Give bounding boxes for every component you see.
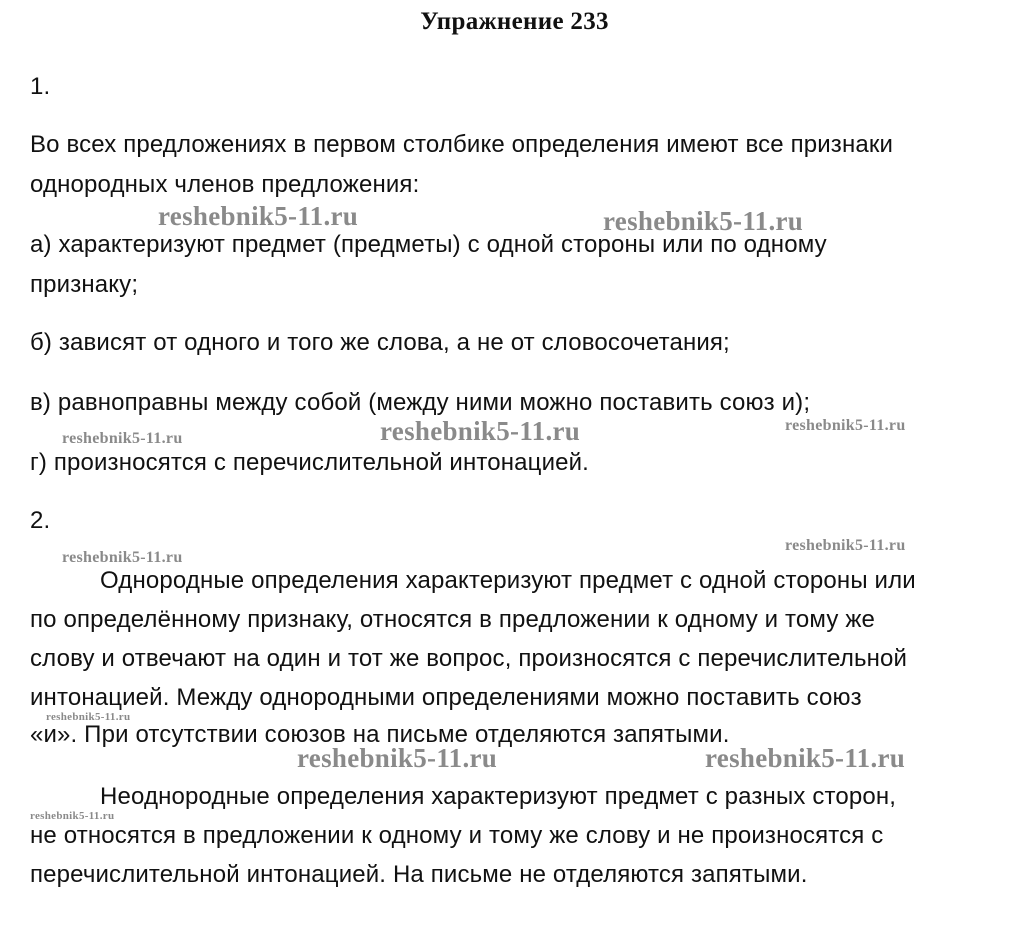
- paragraph-1-line-4: интонацией. Между однородными определениями можно поставить союз: [30, 684, 862, 711]
- paragraph-1-line-3: слову и отвечают на один и тот же вопрос, произносятся с перечислительной: [30, 645, 908, 672]
- paragraph-2-line-3: перечислительной интонацией. На письме не отделяются запятыми.: [30, 861, 808, 888]
- watermark: reshebnik5-11.ru: [30, 810, 115, 822]
- item-c: в) равноправны между собой (между ними можно поставить союз и);: [30, 389, 811, 416]
- section-2-number: 2.: [30, 507, 51, 534]
- paragraph-1-line-5: «и». При отсутствии союзов на письме отделяются запятыми.: [30, 721, 730, 748]
- watermark: reshebnik5-11.ru: [62, 549, 183, 566]
- section-1-intro-line-2: однородных членов предложения:: [30, 171, 420, 198]
- item-a-line-2: признаку;: [30, 271, 139, 298]
- watermark: reshebnik5-11.ru: [62, 430, 183, 447]
- watermark: reshebnik5-11.ru: [158, 201, 359, 231]
- watermark: reshebnik5-11.ru: [46, 711, 131, 723]
- watermark: reshebnik5-11.ru: [785, 537, 906, 554]
- exercise-title: Упражнение 233: [420, 8, 609, 35]
- paragraph-1-line-1: Однородные определения характеризуют предмет с одной стороны или: [100, 567, 916, 594]
- watermark: reshebnik5-11.ru: [705, 743, 906, 773]
- paragraph-2-line-1: Неоднородные определения характеризуют предмет с разных сторон,: [100, 783, 897, 810]
- watermark: reshebnik5-11.ru: [785, 417, 906, 434]
- watermark: reshebnik5-11.ru: [380, 416, 581, 446]
- section-1-intro-line-1: Во всех предложениях в первом столбике определения имеют все признаки: [30, 131, 894, 158]
- item-b: б) зависят от одного и того же слова, а не от словосочетания;: [30, 329, 730, 356]
- item-d: г) произносятся с перечислительной интонацией.: [30, 449, 589, 476]
- watermark: reshebnik5-11.ru: [603, 206, 804, 236]
- item-a-line-1: а) характеризуют предмет (предметы) с одной стороны или по одному: [30, 231, 827, 258]
- paragraph-2-line-2: не относятся в предложении к одному и тому же слову и не произносятся с: [30, 822, 884, 849]
- section-1-number: 1.: [30, 73, 51, 100]
- paragraph-1-line-2: по определённому признаку, относятся в предложении к одному и тому же: [30, 606, 876, 633]
- watermark: reshebnik5-11.ru: [297, 743, 498, 773]
